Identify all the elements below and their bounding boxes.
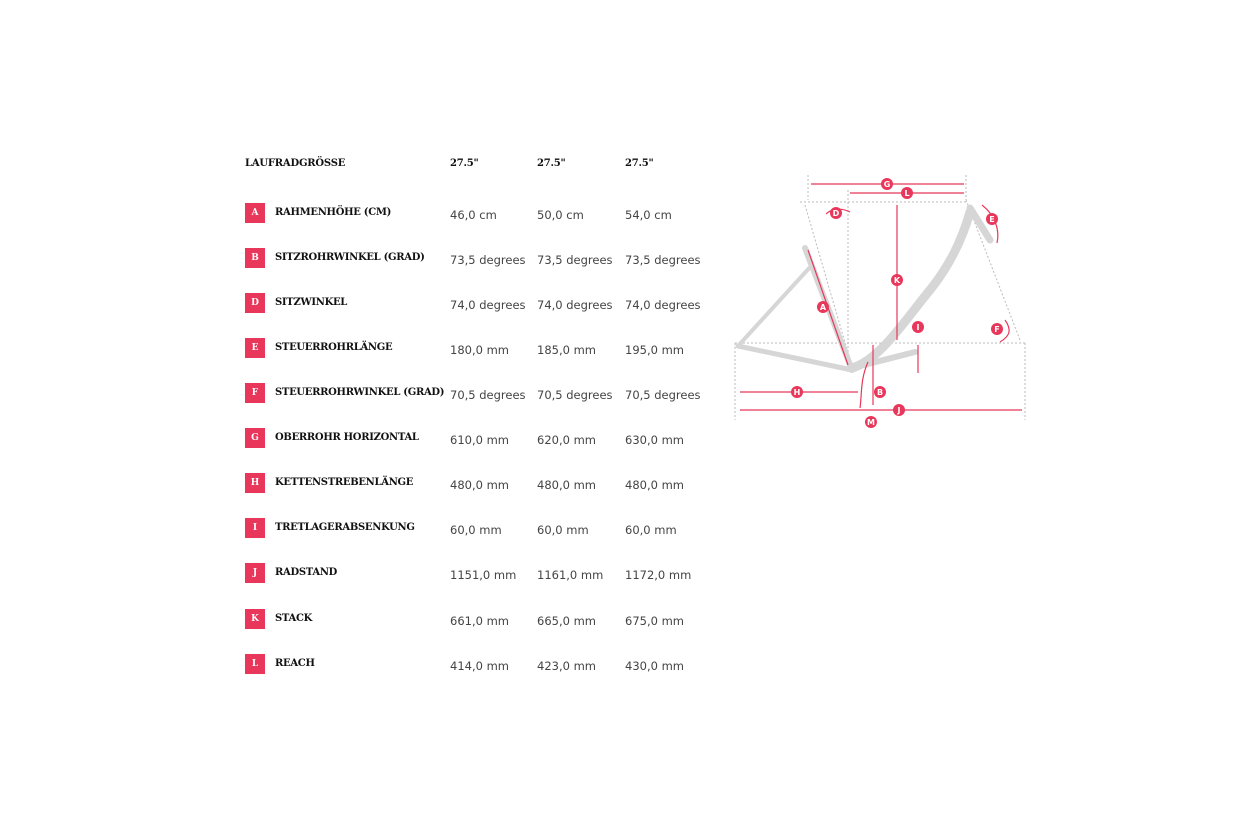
letter-badge: A [245, 203, 265, 223]
value-size-2: 1161,0 mm [537, 568, 604, 582]
value-size-2: 185,0 mm [537, 343, 596, 357]
table-row [245, 383, 705, 405]
letter-badge: G [245, 428, 265, 448]
value-size-1: 73,5 degrees [450, 253, 526, 267]
param-name: RADSTAND [275, 567, 338, 578]
param-name: OBERROHR HORIZONTAL [275, 432, 419, 443]
value-size-1: 46,0 cm [450, 208, 497, 222]
marker-i [912, 321, 924, 333]
value-size-2: 50,0 cm [537, 208, 584, 222]
table-row [245, 609, 705, 631]
value-size-1: 180,0 mm [450, 343, 509, 357]
table-row [245, 293, 705, 315]
param-name: STEUERROHRWINKEL (GRAD) [275, 387, 445, 398]
value-size-1: 1151,0 mm [450, 568, 517, 582]
param-name: STACK [275, 613, 313, 624]
letter-badge: F [245, 383, 265, 403]
table-row [245, 654, 705, 676]
marker-l [901, 187, 913, 199]
value-size-3: 480,0 mm [625, 478, 684, 492]
marker-h [791, 386, 803, 398]
value-size-2: 60,0 mm [537, 523, 589, 537]
param-name: SITZWINKEL [275, 297, 348, 308]
reference-lines [735, 175, 1025, 420]
letter-badge: B [245, 248, 265, 268]
frame-geometry-diagram [728, 168, 1033, 438]
svg-text:B: B [876, 388, 884, 397]
letter-badge: I [245, 518, 265, 538]
value-size-3: 195,0 mm [625, 343, 684, 357]
value-size-1: 480,0 mm [450, 478, 509, 492]
marker-f [991, 323, 1003, 335]
table-row [245, 338, 705, 360]
svg-text:K: K [893, 276, 901, 285]
param-name: STEUERROHRLÄNGE [275, 342, 393, 353]
value-size-2: 423,0 mm [537, 659, 596, 673]
marker-a [817, 301, 829, 313]
value-size-3: 675,0 mm [625, 614, 684, 628]
svg-text:J: J [897, 406, 901, 415]
letter-badge: K [245, 609, 265, 629]
value-size-3: 1172,0 mm [625, 568, 692, 582]
value-size-2: 620,0 mm [537, 433, 596, 447]
value-size-2: 74,0 degrees [537, 298, 613, 312]
value-size-3: 60,0 mm [625, 523, 677, 537]
svg-text:M: M [867, 418, 875, 427]
value-size-2: 480,0 mm [537, 478, 596, 492]
param-name: RAHMENHÖHE (CM) [275, 207, 392, 218]
svg-text:G: G [883, 180, 891, 189]
svg-text:F: F [994, 325, 1000, 334]
value-size-1: 414,0 mm [450, 659, 509, 673]
param-name: SITZROHRWINKEL (GRAD) [275, 252, 425, 263]
marker-g [881, 178, 893, 190]
letter-badge: E [245, 338, 265, 358]
value-size-3: 70,5 degrees [625, 388, 701, 402]
table-row [245, 563, 705, 585]
table-row [245, 203, 705, 225]
letter-badge: J [245, 563, 265, 583]
table-row [245, 473, 705, 495]
value-size-3: 74,0 degrees [625, 298, 701, 312]
marker-d [830, 207, 842, 219]
marker-b [874, 386, 886, 398]
svg-text:L: L [904, 189, 910, 198]
marker-m [865, 416, 877, 428]
svg-text:E: E [989, 215, 995, 224]
svg-text:H: H [793, 388, 801, 397]
marker-j [893, 404, 905, 416]
bike-frame [738, 208, 990, 370]
wheel-size-header: LAUFRADGRÖSSE [245, 158, 346, 169]
value-size-1: 610,0 mm [450, 433, 509, 447]
value-size-1: 661,0 mm [450, 614, 509, 628]
size-header-2: 27.5" [537, 158, 566, 169]
letter-badge: D [245, 293, 265, 313]
value-size-2: 70,5 degrees [537, 388, 613, 402]
marker-k [891, 274, 903, 286]
value-size-3: 630,0 mm [625, 433, 684, 447]
svg-text:D: D [832, 209, 840, 218]
svg-text:I: I [916, 323, 920, 332]
param-name: KETTENSTREBENLÄNGE [275, 477, 414, 488]
table-row [245, 248, 705, 270]
value-size-3: 430,0 mm [625, 659, 684, 673]
size-header-1: 27.5" [450, 158, 479, 169]
marker-e [986, 213, 998, 225]
value-size-1: 74,0 degrees [450, 298, 526, 312]
value-size-3: 73,5 degrees [625, 253, 701, 267]
value-size-2: 73,5 degrees [537, 253, 613, 267]
letter-badge: H [245, 473, 265, 493]
value-size-3: 54,0 cm [625, 208, 672, 222]
value-size-2: 665,0 mm [537, 614, 596, 628]
param-name: TRETLAGERABSENKUNG [275, 522, 415, 533]
param-name: REACH [275, 658, 315, 669]
value-size-1: 60,0 mm [450, 523, 502, 537]
size-header-3: 27.5" [625, 158, 654, 169]
letter-badge: L [245, 654, 265, 674]
value-size-1: 70,5 degrees [450, 388, 526, 402]
table-row [245, 518, 705, 540]
table-row [245, 428, 705, 450]
svg-text:A: A [819, 303, 827, 312]
